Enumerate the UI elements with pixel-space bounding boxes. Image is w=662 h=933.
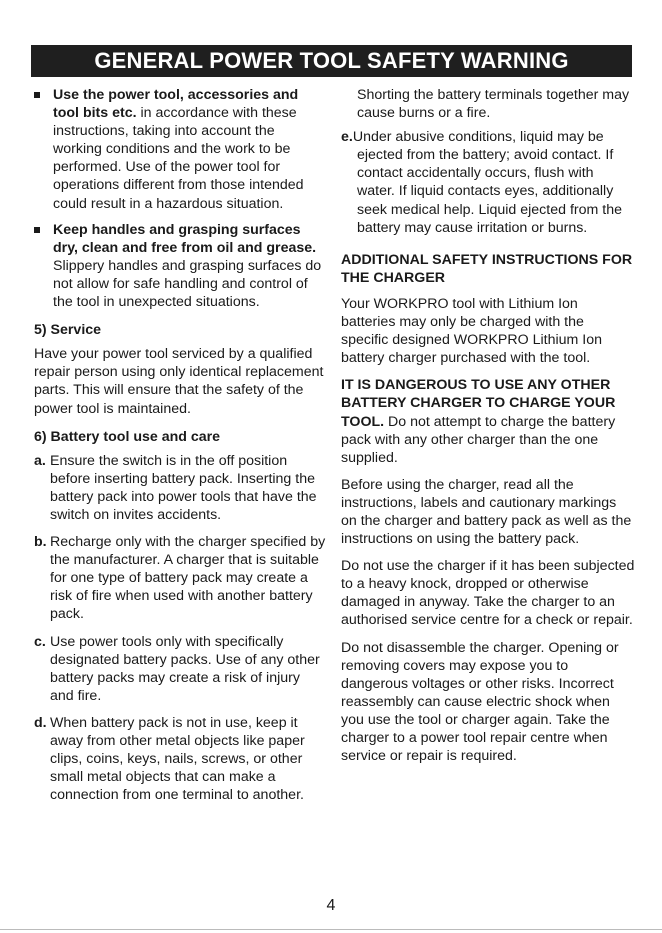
- list-item-d: [34, 714, 326, 804]
- warning-text: Do not attempt to charge the battery pack with any other charger than the one supplied.: [341, 413, 616, 466]
- bullet-bold-text: Keep handles and grasping surfaces dry, clean and free from oil and grease.: [53, 221, 317, 256]
- square-bullet-icon: [34, 227, 40, 233]
- list-text: Recharge only with the charger specified by the manufacturer. A charger that is suitable for one type of battery pack may create a risk of fire when used with another battery pack.: [50, 534, 326, 623]
- charger-paragraph-1: Your WORKPRO tool with Lithium Ion batteries may only be charged with the specific designed WORKPRO Lithium Ion battery charger purchased with the tool.: [341, 295, 603, 367]
- list-label: c.: [34, 633, 46, 650]
- right-column: [341, 86, 635, 774]
- list-label: a.: [34, 452, 46, 469]
- section-banner: GENERAL POWER TOOL SAFETY WARNING: [31, 45, 632, 77]
- bottom-divider: [0, 929, 662, 930]
- bullet-bold-text: Use the power tool, accessories and tool bits etc.: [53, 87, 299, 122]
- warning-bold-text: IT IS DANGEROUS TO USE ANY OTHER BATTERY CHARGER TO CHARGE YOUR TOOL.: [341, 377, 616, 430]
- page-number: 4: [326, 897, 336, 914]
- list-item-c: [34, 633, 326, 705]
- left-column: [34, 86, 326, 813]
- list-text: Under abusive conditions, liquid may be ejected from the battery; avoid contact. If contact accidentally occurs, flush with water. If liquid contacts eyes, additionally seek medical help. Liquid ejected from the battery may cause irritation or burns.: [352, 129, 622, 236]
- list-item-b: [34, 533, 326, 623]
- service-paragraph: Have your power tool serviced by a qualified repair person using only identical replacement parts. This will ensure that the safety of the power tool is maintained.: [34, 346, 324, 417]
- list-text: When battery pack is not in use, keep it away from other metal objects like paper clips, coins, keys, nails, screws, or other small metal objects that can make a connection from one terminal to another.: [50, 714, 305, 804]
- bullet-power-tool-use: [34, 86, 326, 213]
- service-heading: 5) Service: [34, 322, 102, 339]
- list-item-a: [34, 452, 326, 524]
- list-text: Use power tools only with specifically designated battery packs. Use of any other battery packs may create a risk of injury and fire.: [50, 633, 320, 704]
- list-item-d-continued: Shorting the battery terminals together may cause burns or a fire.: [357, 87, 630, 122]
- charger-paragraph-4: Do not use the charger if it has been subjected to a heavy knock, dropped or otherwise damaged in anyway. Take the charger to an authorised service centre for a check or repair.: [341, 558, 635, 629]
- bullet-text: in accordance with these instructions, taking into account the working conditions and the work to be performed. Use of the power tool for operations different from those intended could result in a hazardous situation.: [53, 105, 304, 212]
- list-label: e.: [341, 129, 353, 146]
- battery-heading: 6) Battery tool use and care: [34, 428, 221, 445]
- list-label: b.: [34, 534, 47, 551]
- charger-heading: ADDITIONAL SAFETY INSTRUCTIONS FOR THE CHARGER: [341, 251, 633, 286]
- list-label: d.: [34, 714, 47, 731]
- square-bullet-icon: [34, 92, 40, 98]
- charger-paragraph-2: [341, 376, 635, 466]
- charger-paragraph-5: Do not disassemble the charger. Opening or removing covers may expose you to dangerous voltages or other risks. Incorrect reassembly can cause electric shock when you use the tool or charger again. Take the charger to a power tool repair centre when service or repair is required.: [341, 639, 619, 765]
- charger-paragraph-3: Before using the charger, read all the instructions, labels and cautionary markings on the charger and battery pack as well as the instructions on using the battery pack.: [341, 476, 632, 548]
- bullet-text: Slippery handles and grasping surfaces do not allow for safe handling and control of the tool in unexpected situations.: [53, 257, 322, 311]
- bullet-handles-dry: [34, 221, 326, 311]
- list-text: Ensure the switch is in the off position before inserting battery pack. Inserting the battery pack into power tools that have the switch on invites accidents.: [50, 452, 317, 523]
- list-item-e: [341, 128, 635, 237]
